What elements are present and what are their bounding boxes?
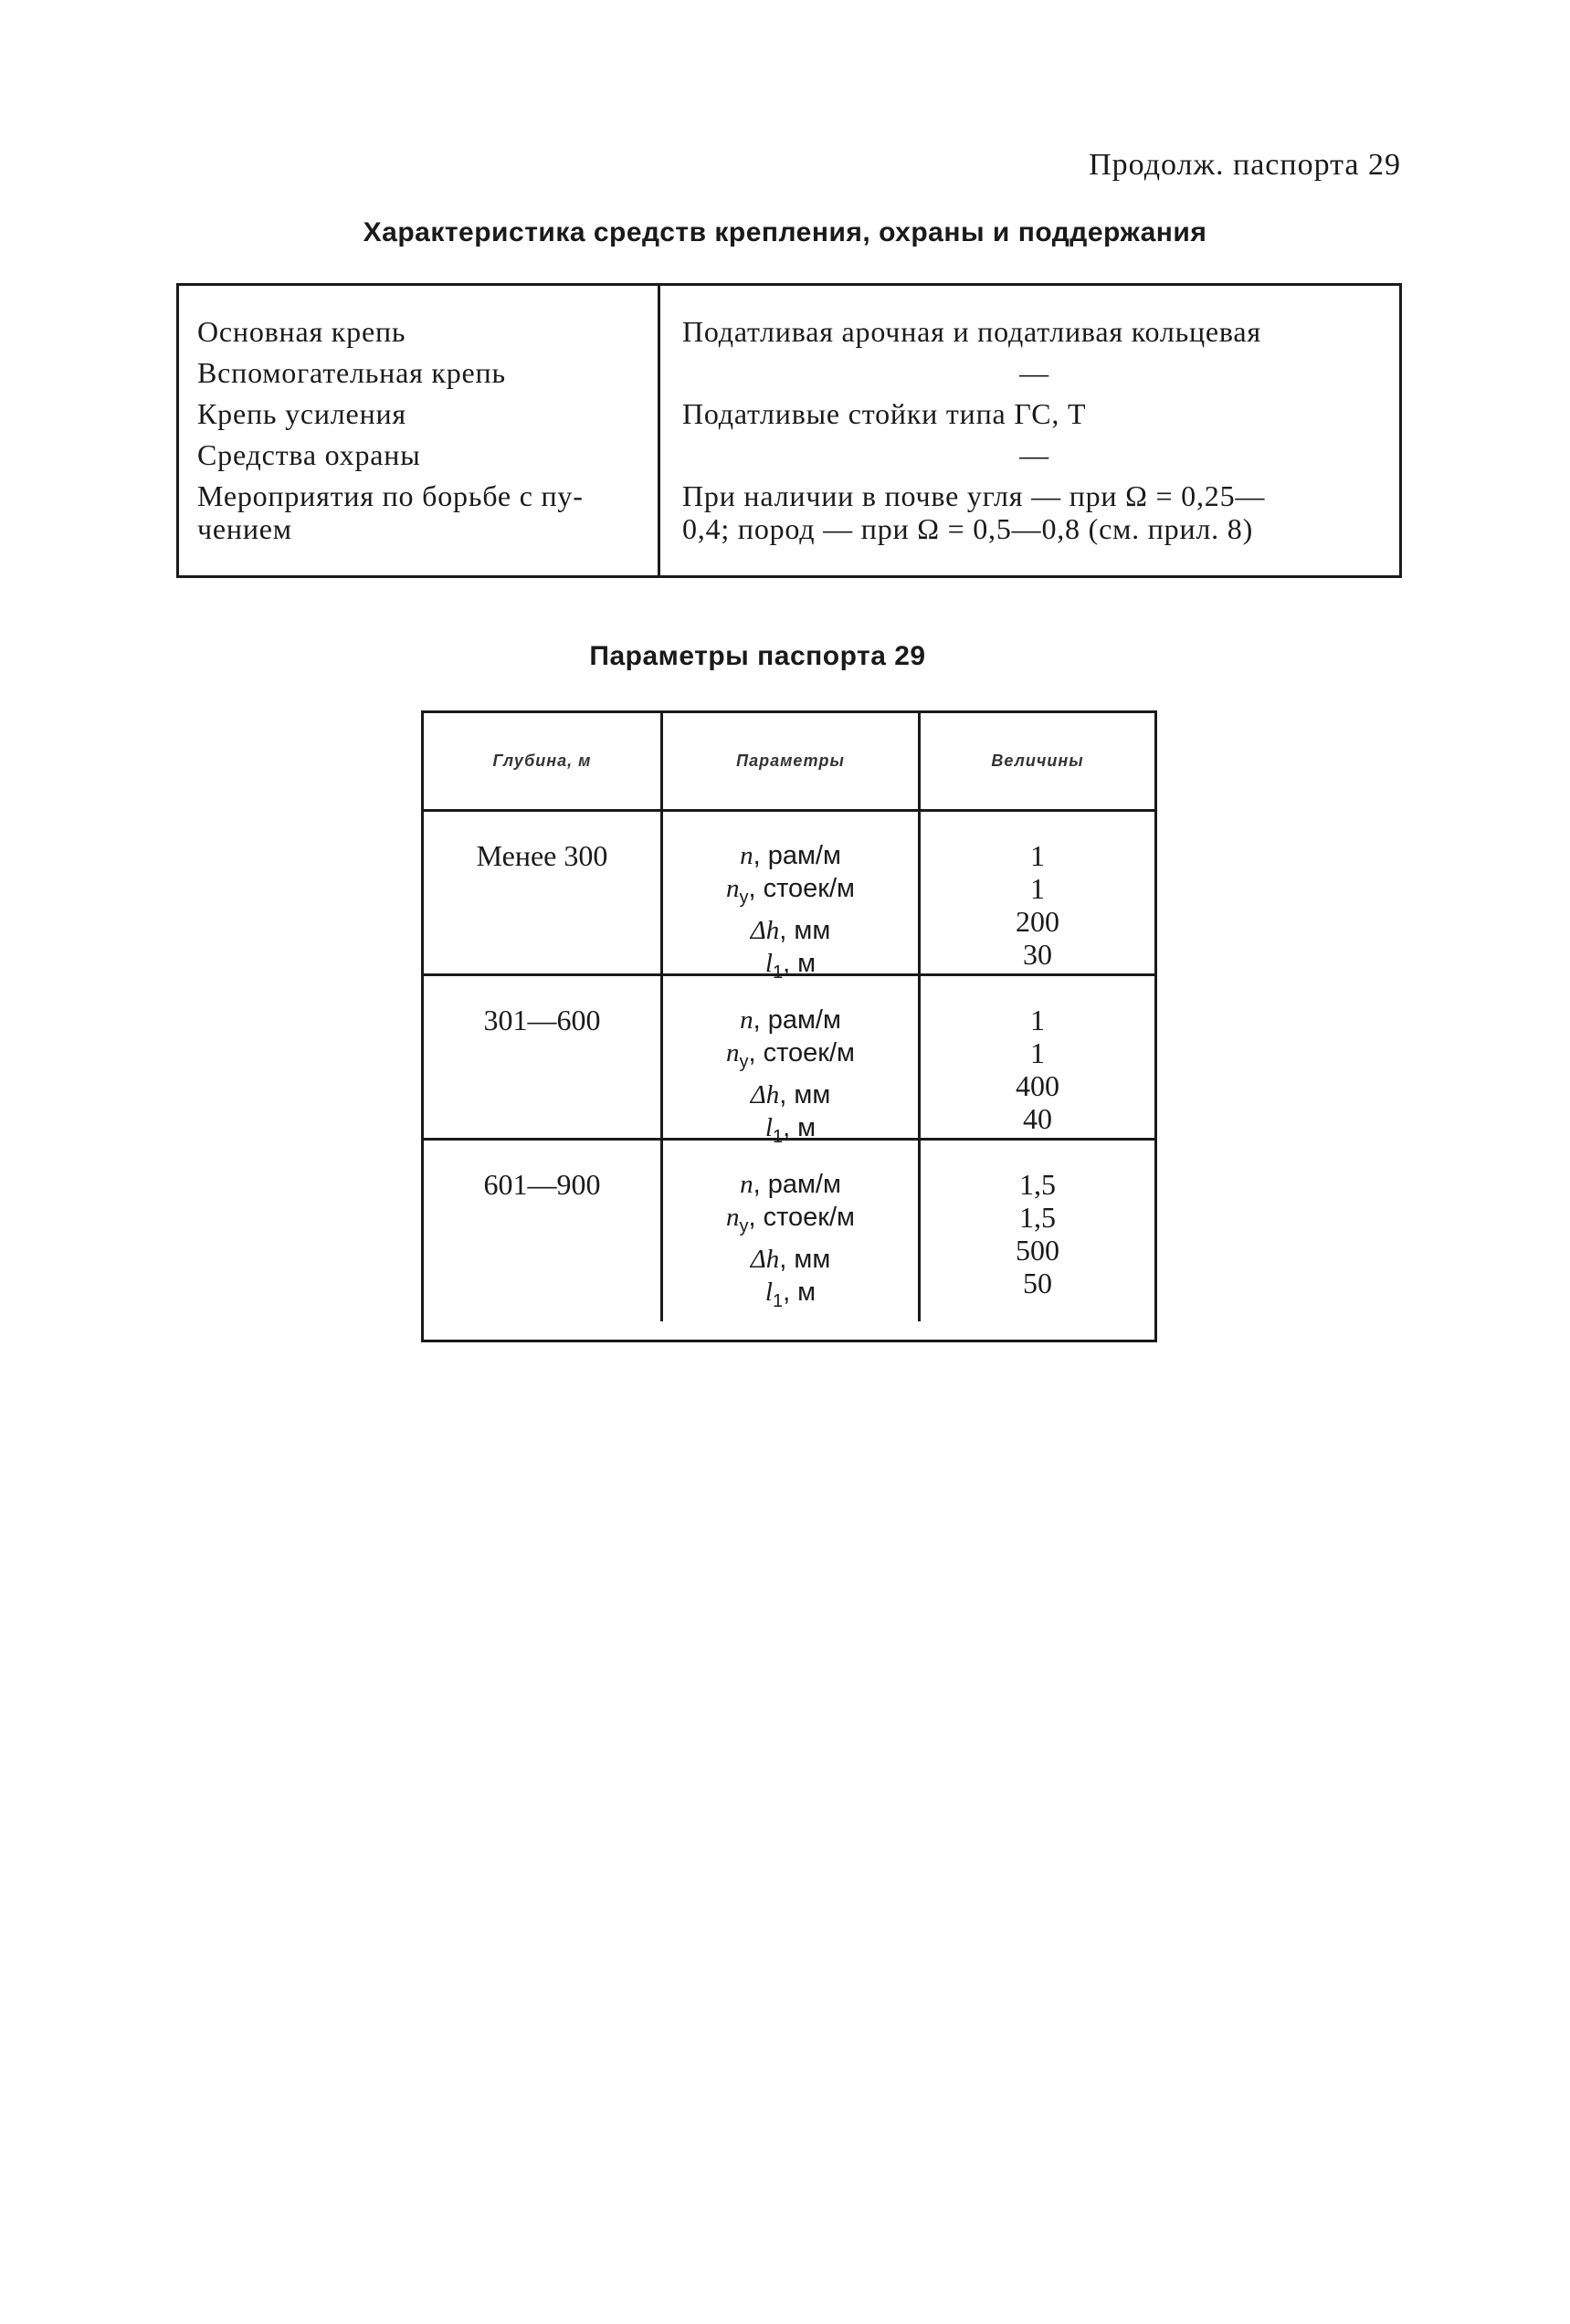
table-row <box>424 976 1154 1147</box>
parameters-table <box>421 710 1157 1342</box>
label-protection-means: Средства охраны <box>197 438 421 471</box>
value-heaving-measures-line1: При наличии в почве угля — при Ω = 0,25— <box>682 479 1266 512</box>
value-l1: 30 <box>1023 938 1052 971</box>
continuation-note: Продолж. паспорта 29 <box>1089 148 1401 182</box>
value-heaving-measures-line2: 0,4; пород — при Ω = 0,5—0,8 (см. прил. 8) <box>682 512 1254 545</box>
param-l1: $l_1$, м <box>764 1112 817 1147</box>
header-depth: Глубина, м <box>424 713 663 809</box>
param-ny: $n_у$, стоек/м <box>725 1038 855 1072</box>
param-n: n, рам/м <box>740 1005 841 1035</box>
value-dh: 400 <box>1016 1069 1059 1102</box>
characteristics-table <box>176 283 1402 578</box>
value-ny: 1 <box>1030 1036 1045 1069</box>
label-main-support: Основная крепь <box>197 315 406 348</box>
value-reinforcement-support: Податливые стойки типа ГС, Т <box>682 397 1087 430</box>
values-cell <box>921 1141 1154 1321</box>
param-names-cell <box>663 812 921 983</box>
param-names-cell <box>663 1141 921 1321</box>
value-ny: 1 <box>1030 872 1045 905</box>
param-n: n, рам/м <box>740 1170 841 1199</box>
value-protection-means: — <box>1019 438 1049 471</box>
value-ny: 1,5 <box>1019 1201 1056 1234</box>
parameters-title: Параметры паспорта 29 <box>589 641 926 671</box>
param-dh: Δh, мм <box>750 1079 831 1109</box>
header-values: Величины <box>991 752 1084 770</box>
table-row <box>424 812 1154 983</box>
characteristics-title: Характеристика средств крепления, охраны и поддержания <box>363 217 1207 247</box>
value-l1: 40 <box>1023 1102 1052 1135</box>
value-n: 1 <box>1030 839 1045 872</box>
depth-cell: Менее 300 <box>424 812 663 973</box>
param-dh: Δh, мм <box>750 1244 831 1274</box>
characteristics-values <box>660 286 1399 575</box>
param-l1: $l_1$, м <box>764 948 817 983</box>
header-parameters: Параметры <box>663 713 921 809</box>
value-auxiliary-support: — <box>1019 356 1049 389</box>
characteristics-labels <box>179 286 660 575</box>
label-heaving-measures-line1: Мероприятия по борьбе с пу- <box>197 479 584 512</box>
param-dh: Δh, мм <box>750 915 831 945</box>
table-row <box>424 1141 1154 1321</box>
param-ny: $n_у$, стоек/м <box>725 874 855 908</box>
label-heaving-measures-line2: чением <box>197 512 292 545</box>
param-names-cell <box>663 976 921 1147</box>
label-reinforcement-support: Крепь усиления <box>197 397 406 430</box>
label-auxiliary-support: Вспомогательная крепь <box>197 356 506 389</box>
values-cell <box>921 812 1154 973</box>
param-l1: $l_1$, м <box>764 1277 817 1311</box>
value-main-support: Податливая арочная и податливая кольцевая <box>682 315 1261 348</box>
param-n: n, рам/м <box>740 841 841 870</box>
values-cell <box>921 976 1154 1138</box>
value-dh: 200 <box>1016 905 1059 938</box>
value-n: 1,5 <box>1019 1168 1056 1201</box>
value-n: 1 <box>1030 1004 1045 1036</box>
parameters-header-row <box>424 713 1154 812</box>
depth-cell: 601—900 <box>424 1141 663 1321</box>
depth-cell: 301—600 <box>424 976 663 1138</box>
value-l1: 50 <box>1023 1267 1052 1299</box>
param-ny: $n_у$, стоек/м <box>725 1203 855 1236</box>
value-dh: 500 <box>1016 1234 1059 1267</box>
